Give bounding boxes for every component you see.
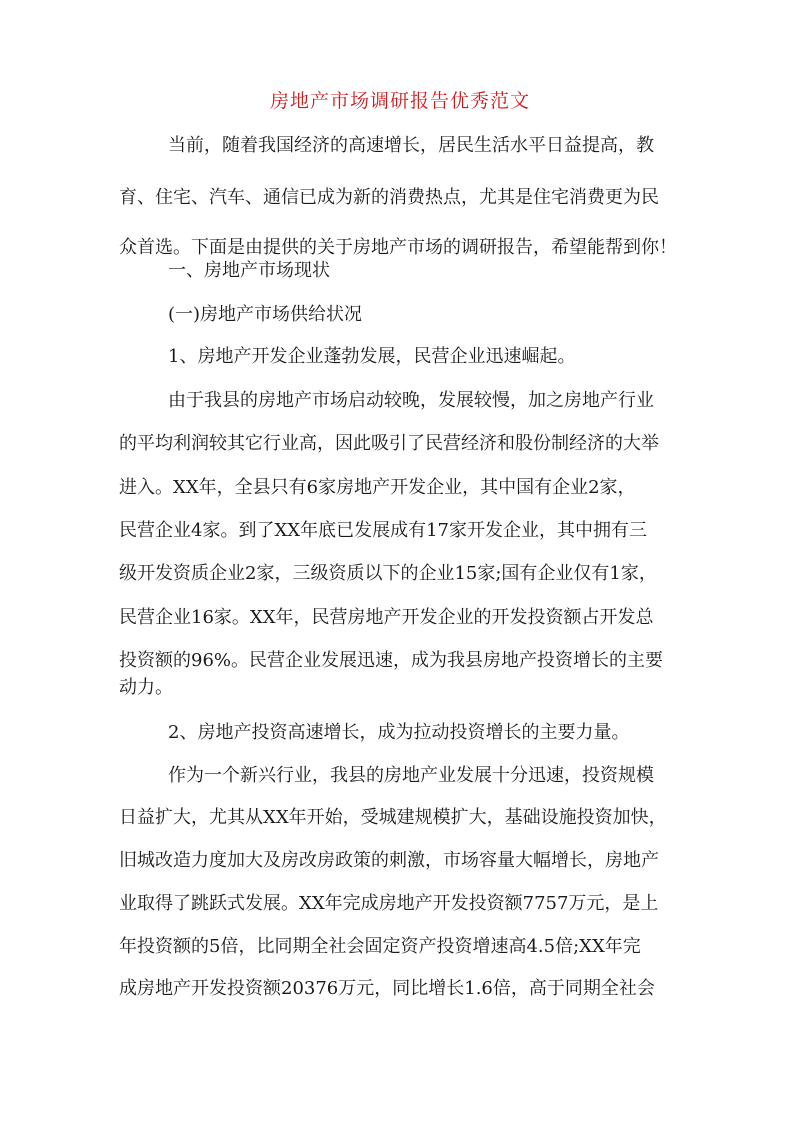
section-heading: 一、房地产市场现状 [168, 260, 330, 281]
paragraph-line: 民营企业16家。XX年，民营房地产开发企业的开发投资额占开发总 [119, 607, 654, 628]
paragraph-line: 成房地产开发投资额20376万元，同比增长1.6倍，高于同期全社会 [119, 978, 655, 999]
paragraph-line: 作为一个新兴行业，我县的房地产业发展十分迅速，投资规模 [168, 765, 654, 786]
paragraph-line: 由于我县的房地产市场启动较晚，发展较慢，加之房地产行业 [168, 390, 654, 411]
paragraph-line: 动力。 [119, 677, 173, 698]
paragraph-line: 旧城改造力度加大及房改房政策的刺激，市场容量大幅增长，房地产 [119, 850, 659, 871]
paragraph-line: 投资额的96%。民营企业发展迅速，成为我县房地产投资增长的主要 [119, 650, 664, 671]
paragraph-line: 级开发资质企业2家，三级资质以下的企业15家;国有企业仅有1家， [119, 563, 657, 584]
paragraph-line: 年投资额的5倍，比同期全社会固定资产投资增速高4.5倍;XX年完 [119, 936, 641, 957]
paragraph-line: 众首选。下面是由提供的关于房地产市场的调研报告，希望能帮到你！ [119, 237, 677, 258]
paragraph-line: 的平均利润较其它行业高，因此吸引了民营经济和股份制经济的大举 [119, 433, 659, 454]
item-heading: 2、房地产投资高速增长，成为拉动投资增长的主要力量。 [168, 722, 630, 743]
document-title: 房地产市场调研报告优秀范文 [269, 90, 530, 112]
paragraph-line: 进入。XX年，全县只有6家房地产开发企业，其中国有企业2家， [119, 477, 636, 498]
paragraph-line: 日益扩大，尤其从XX年开始，受城建规模扩大，基础设施投资加快， [119, 807, 667, 828]
item-heading: 1、房地产开发企业蓬勃发展，民营企业迅速崛起。 [168, 346, 576, 367]
paragraph-line: 育、住宅、汽车、通信已成为新的消费热点，尤其是住宅消费更为民 [119, 187, 659, 208]
paragraph-line: 民营企业4家。到了XX年底已发展成有17家开发企业，其中拥有三 [119, 520, 647, 541]
paragraph-line: 业取得了跳跃式发展。XX年完成房地产开发投资额7757万元，是上 [119, 893, 659, 914]
subsection-heading: (一)房地产市场供给状况 [168, 304, 363, 325]
paragraph-line: 当前，随着我国经济的高速增长，居民生活水平日益提高，教 [168, 135, 654, 156]
